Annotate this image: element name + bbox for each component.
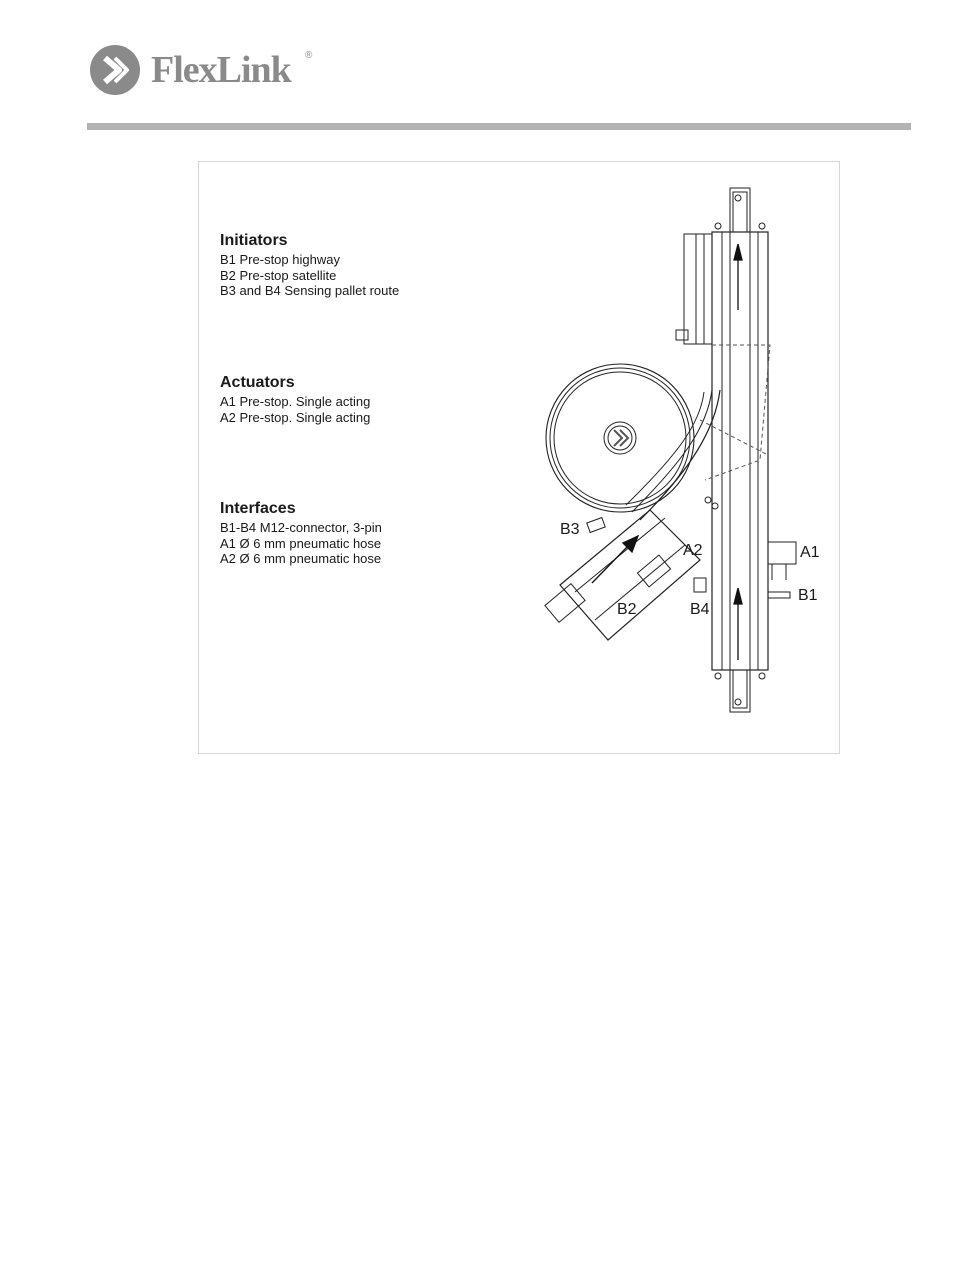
- flexlink-logo: [89, 44, 319, 98]
- section-title: Actuators: [220, 374, 295, 391]
- callout-b1: B1: [798, 587, 818, 604]
- section-line: A1 Pre-stop. Single acting: [220, 394, 371, 409]
- conveyor-drawing: [520, 180, 840, 740]
- callout-a2: A2: [683, 542, 703, 559]
- section-line: A2 Pre-stop. Single acting: [220, 409, 371, 425]
- section-line: B2 Pre-stop satellite: [220, 267, 337, 283]
- section-line: B1 Pre-stop highway: [220, 252, 340, 267]
- flexlink-logo-icon: [89, 44, 141, 96]
- callout-a1: A1: [800, 544, 820, 561]
- registered-mark: ®: [305, 50, 313, 61]
- section-line: A2 Ø 6 mm pneumatic hose: [220, 551, 382, 566]
- initiators-section: [220, 232, 399, 299]
- interfaces-section: [220, 500, 382, 567]
- logo-wordmark: FlexLink: [151, 49, 291, 91]
- section-title: Initiators: [220, 232, 288, 249]
- callout-b3: B3: [560, 521, 580, 538]
- header-rule: [87, 123, 911, 130]
- section-line: B3 and B4 Sensing pallet route: [220, 283, 400, 298]
- section-line: A1 Ø 6 mm pneumatic hose: [220, 535, 382, 551]
- section-title: Interfaces: [220, 500, 296, 517]
- actuators-section: [220, 374, 370, 425]
- callout-b4: B4: [690, 601, 710, 618]
- section-line: B1-B4 M12-connector, 3-pin: [220, 520, 382, 535]
- callout-b2: B2: [617, 601, 637, 618]
